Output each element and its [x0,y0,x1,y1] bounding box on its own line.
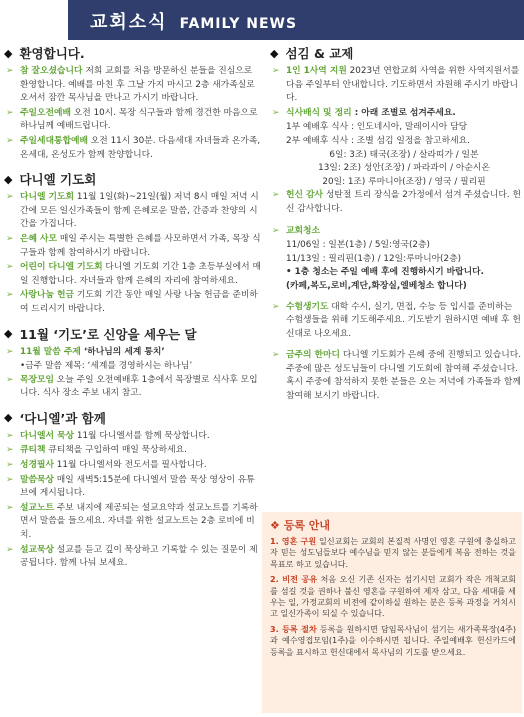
diamond-icon: ◆ [4,46,13,60]
sermon-title-line: •금주 말씀 제목: ‘세계를 경영하시는 하나님’ [20,361,193,372]
header-blank [0,0,68,40]
arrow-icon: ➢ [272,107,280,118]
section-welcome-heading: ◆ 환영합니다. [4,46,85,61]
list-item: ➢ 주일세대통합예배 오전 11시 30분. 다음세대 자녀들과 온가족, 온세대, 온성도가 함께 찬양합니다. [6,135,261,160]
list-item: ➢ 수험생기도 대학 수시, 실기, 면접, 수능 등 입시를 준비하는 수험생들을 위해 기도해주세요. 기도받기 원하시면 예배 후 헌신대로 나오세요. [272,301,521,339]
registration-paragraph: 2. 비전 공유 처음 오신 기존 신자는 섬기시던 교회가 작은 개척교회를 섬길 것을 권하나 불신 영혼을 구원하여 제자 삼고, 다음 세대를 세우는 일, 가정교회의 비전에 같이하실 원하는 분은 등록 과정을 거치시고 일신가족이 되실 수 있습니다. [270,574,517,619]
cleaning-line: 11/13일 : 필리핀(1층) / 12일:루마니아(2층) [286,253,462,264]
arrow-icon: ➢ [272,225,280,236]
list-item: ➢ 사랑나눔 헌금 기도회 기간 동안 매일 사랑 나눔 헌금을 준비하여 드리시기 바랍니다. [6,290,258,314]
diamond-icon: ❖ [270,519,284,532]
list-item: ➢ 다니엘서 묵상 11월 다니엘서를 함께 묵상합니다. [4,430,262,444]
arrow-icon: ➢ [6,107,14,118]
diamond-icon: ◆ [4,172,13,186]
list-item: ➢ 금주의 한마디 다니엘 기도회가 은혜 중에 진행되고 있습니다. 주중에 많은 성도님들이 다니엘 기도회에 참여해 주셨습니다. 혹시 주중에 참석하지 못한 분들은 오는 저녁에 가족들과 함께 참여해 보시기 바랍니다. [272,350,522,402]
meal-schedule-line: 20일: 1조) 루마니아(조장) / 영국 / 필리핀 [322,176,486,187]
meal-line-2: 2부 예배후 식사 : 조별 섬김 일정을 참고하세요. [286,135,470,146]
list-item: ➢ 1인 1사역 지원 2023년 연합교회 사역을 위한 사역지원서를 다음 주일부터 안내합니다. 기도하면서 자원해 주시기 바랍니다. [272,66,520,104]
registration-paragraph: 1. 영혼 구원 일신교회는 교회의 본질적 사명인 영혼 구원에 충실하고자 믿는 성도님들보다 예수님을 믿지 않는 분들에게 복음 전하는 것을 목표로 하고 있습니다. [270,536,516,569]
arrow-icon: ➢ [6,474,14,485]
cleaning-note: • 1층 청소는 주일 예배 후에 진행하시기 바랍니다. [286,267,484,278]
list-item: ➢ 설교묵상 설교를 듣고 깊이 묵상하고 기록할 수 있는 질문이 제공됩니다. 함께 나눠 보세요. [6,544,258,569]
list-item: ➢ 목장모임 오늘 주일 오전예배후 1층에서 목장별로 식사후 모입니다. 식사 장소 주보 내지 참고. [6,374,258,399]
arrow-icon: ➢ [6,460,14,471]
arrow-icon: ➢ [6,374,14,385]
arrow-icon: ➢ [6,290,14,301]
list-item: ➢ 교회청소 [270,225,522,239]
list-item: ➢ 설교노트 주보 내지에 제공되는 설교요약과 설교노트를 기록하면서 말씀을 들으세요. 자녀를 위한 설교노트는 2층 로비에 비치. [6,502,258,541]
arrow-icon: ➢ [6,262,14,273]
arrow-icon: ➢ [6,66,14,76]
list-item: ➢ 어린이 다니엘 기도회 다니엘 기도회 기간 1층 초등부실에서 매일 진행합니다. 자녀들과 함께 은혜의 자리에 참여하세요. [6,262,261,286]
section-november-heading: ◆ 11월 ‘기도’로 신앙을 세우는 달 [4,326,197,342]
right-column [270,44,522,405]
section-together-heading: ◆ ‘다니엘’과 함께 [4,410,106,426]
arrow-icon: ➢ [6,233,14,244]
section-service-heading: ◆ 섬김 & 교제 [270,46,354,61]
list-item: ➢ 식사배식 및 정리 : 아래 조별로 섬겨주세요. [270,107,522,121]
cleaning-note-detail: (카페,복도,로비,계단,화장실,엘베청소 합니다) [286,280,467,291]
list-item: ➢ 은혜 사모 매일 주시는 특별한 은혜를 사모하면서 가족, 목장 식구들과 함께 참여하시기 바랍니다. [6,233,261,258]
list-item: ➢ 참 잘오셨습니다 저희 교회를 처음 방문하신 분들을 진심으로 환영합니다. 예배를 마친 후 그날 가지 마시고 2층 새가족실로 오셔서 잠깐 목사님을 만나고 가시기 바랍니다. [6,66,255,104]
arrow-icon: ➢ [6,430,14,441]
arrow-icon: ➢ [272,350,280,361]
diamond-icon: ◆ [270,46,279,60]
meal-schedule-line: 6일: 3조) 태국(조장) / 살라띠가 / 일본 [329,149,479,160]
meal-schedule-line: 13일: 2조) 성안(조장) / 파라과이 / 아순시온 [318,163,490,174]
registration-paragraph: 3. 등록 절차 등록을 원하시면 담임목사님이 섬기는 새가족목장(4주)과 예수영접모임(1주)을 이수하시면 됩니다. 주일예배후 헌신카드에 등록을 표시하고 헌신대에서 목사님의 기도를 받으세요. [270,623,516,657]
arrow-icon: ➢ [6,502,14,513]
arrow-icon: ➢ [6,445,14,456]
title-korean: 교회소식 [90,12,168,33]
page-title [90,8,297,34]
arrow-icon: ➢ [272,301,280,312]
title-english: FAMILY NEWS [179,16,298,32]
list-item: ➢ 다니엘 기도회 11월 1일(화)~21일(월) 저녁 8시 매일 저녁 시간에 모든 일신가족들이 함께 은혜로운 말씀, 간증과 찬양의 시간을 가집니다. [6,192,259,230]
arrow-icon: ➢ [6,192,14,203]
left-column [4,44,262,572]
arrow-icon: ➢ [6,135,14,146]
list-item: ➢ 큐티책 큐티책을 구입하여 매일 묵상하세요. [4,444,262,458]
arrow-icon: ➢ [6,544,14,555]
list-item: ➢ 헌신 감사 성탄절 트리 장식을 2가정에서 섬겨 주셨습니다. 헌신 감사합니다. [272,190,521,214]
arrow-icon: ➢ [272,190,280,201]
diamond-icon: ◆ [4,327,13,340]
section-daniel-prayer-heading: ◆ 다니엘 기도회 [4,172,97,188]
arrow-icon: ➢ [272,66,280,76]
registration-heading: ❖ 등록 안내 [270,519,331,532]
list-item: ➢ 주일오전예배 오전 10시. 목장 식구들과 함께 경건한 마음으로 하나님께 예배드립니다. [6,107,258,132]
list-item: ➢ 말씀묵상 매일 새벽5:15분에 다니엘서 말씀 묵상 영상이 유튜브에 게시됩니다. [6,474,255,499]
meal-line-1: 1부 예배후 식사 : 인도네시아, 말레이시아 담당 [286,122,468,133]
page-header [0,0,524,40]
list-item: ➢ 11월 말씀 주제 ‘하나님의 세계 통치’ [4,346,262,360]
diamond-icon: ◆ [4,411,13,425]
registration-box [262,512,522,713]
cleaning-line: 11/06일 : 일본(1층) / 5일:영국(2층) [286,240,430,251]
list-item: ➢ 성경필사 11월 다니엘서와 전도서를 필사합니다. [4,459,262,473]
arrow-icon: ➢ [6,346,14,357]
